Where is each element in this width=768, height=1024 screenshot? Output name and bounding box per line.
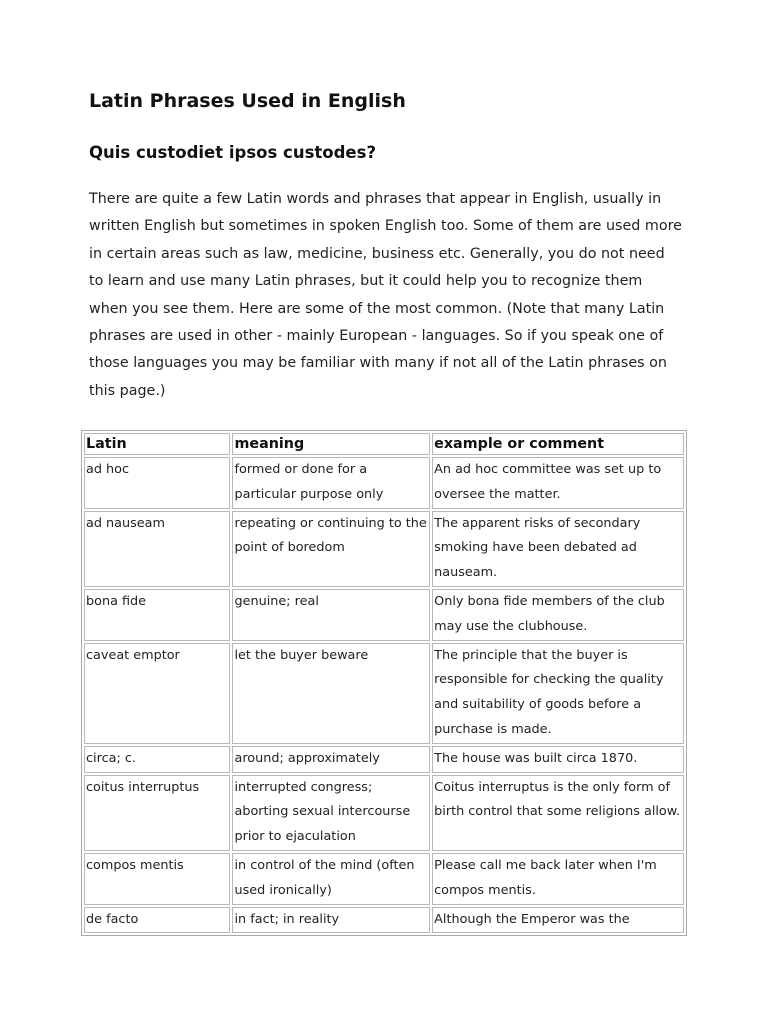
cell-example: The house was built circa 1870.: [432, 746, 684, 773]
cell-meaning: let the buyer beware: [232, 643, 430, 744]
intro-paragraph: There are quite a few Latin words and phrases that appear in English, usually in written English but sometimes in spoken English too. Some of them are used more in certain areas such as law, medicine, business etc. Generally, you do not need to learn and use many Latin phrases, but it could help you to recognize them when you see them. Here are some of the most common. (Note that many Latin phrases are used in other - mainly European - languages. So if you speak one of those languages you may be familiar with many if not all of the Latin phrases on this page.): [89, 191, 682, 399]
cell-example: Coitus interruptus is the only form of birth control that some religions allow.: [432, 775, 684, 851]
header-meaning: meaning: [232, 433, 430, 455]
page-title: Latin Phrases Used in English: [89, 90, 406, 112]
document-page: [86, 88, 689, 927]
cell-latin: de facto: [84, 907, 230, 934]
table-header-row: [84, 433, 684, 455]
cell-example: Please call me back later when I'm compos mentis.: [432, 853, 684, 905]
cell-meaning: repeating or continuing to the point of boredom: [232, 511, 430, 587]
table-row: [84, 775, 684, 851]
cell-latin: ad nauseam: [84, 511, 230, 587]
latin-phrases-table: [81, 430, 687, 936]
cell-meaning: formed or done for a particular purpose only: [232, 457, 430, 509]
cell-latin: circa; c.: [84, 746, 230, 773]
cell-meaning: interrupted congress; aborting sexual intercourse prior to ejaculation: [232, 775, 430, 851]
cell-example: The principle that the buyer is responsible for checking the quality and suitability of goods before a purchase is made.: [432, 643, 684, 744]
cell-latin: coitus interruptus: [84, 775, 230, 851]
cell-example: The apparent risks of secondary smoking have been debated ad nauseam.: [432, 511, 684, 587]
cell-latin: compos mentis: [84, 853, 230, 905]
page-subtitle: Quis custodiet ipsos custodes?: [89, 143, 377, 162]
header-latin: Latin: [84, 433, 230, 455]
table-row: [84, 853, 684, 905]
table-row: [84, 457, 684, 509]
table-row: [84, 589, 684, 641]
cell-meaning: around; approximately: [232, 746, 430, 773]
cell-latin: ad hoc: [84, 457, 230, 509]
table-row: [84, 907, 684, 934]
table-row: [84, 746, 684, 773]
cell-example: Although the Emperor was the: [432, 907, 684, 934]
cell-example: An ad hoc committee was set up to oversee the matter.: [432, 457, 684, 509]
cell-example: Only bona fide members of the club may use the clubhouse.: [432, 589, 684, 641]
header-example: example or comment: [432, 433, 684, 455]
cell-meaning: genuine; real: [232, 589, 430, 641]
cell-latin: caveat emptor: [84, 643, 230, 744]
cell-meaning: in control of the mind (often used ironically): [232, 853, 430, 905]
cell-latin: bona fide: [84, 589, 230, 641]
cell-meaning: in fact; in reality: [232, 907, 430, 934]
table-row: [84, 643, 684, 744]
table-row: [84, 511, 684, 587]
